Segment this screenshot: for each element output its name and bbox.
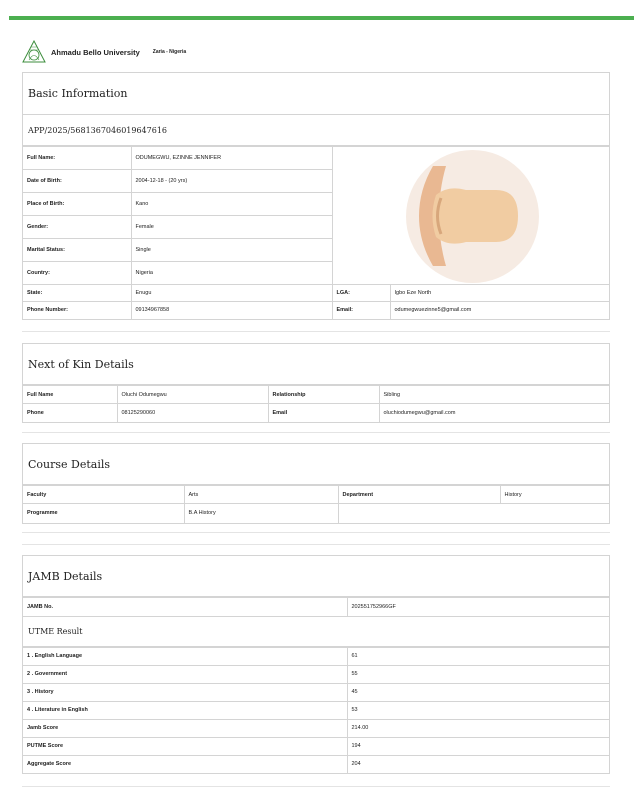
state-label: State:	[23, 285, 131, 302]
email-value: odumegwuezinne5@gmail.com	[390, 302, 609, 319]
next-of-kin-table	[23, 385, 609, 422]
jamb-details-title: JAMB Details	[23, 556, 609, 597]
jamb-number-table	[23, 597, 609, 616]
putme-score-value: 194	[347, 737, 609, 755]
kin-phone-value: 08125290060	[117, 404, 268, 422]
table-row	[23, 683, 609, 701]
subject-score: 61	[347, 647, 609, 665]
subject-score: 55	[347, 665, 609, 683]
utme-result-title: UTME Result	[23, 616, 609, 647]
lga-label: LGA:	[332, 285, 390, 302]
course-details-title: Course Details	[23, 444, 609, 485]
kin-full-name-value: Oluchi Odumegwu	[117, 386, 268, 404]
section-divider	[22, 331, 610, 332]
phone-label: Phone Number:	[23, 302, 131, 319]
empty-cell	[338, 504, 609, 523]
faculty-value: Arts	[184, 486, 338, 504]
table-row	[23, 701, 609, 719]
university-name: Ahmadu Bello University	[51, 47, 140, 57]
putme-score-label: PUTME Score	[23, 737, 347, 755]
subject-label: 2 . Government	[23, 665, 347, 683]
state-value: Enugu	[131, 285, 332, 302]
next-of-kin-title: Next of Kin Details	[23, 344, 609, 385]
table-row	[23, 147, 609, 170]
country-label: Country:	[23, 262, 131, 285]
kin-email-label: Email	[268, 404, 379, 422]
university-crest-icon	[22, 40, 46, 64]
kin-phone-label: Phone	[23, 404, 117, 422]
dob-label: Date of Birth:	[23, 170, 131, 193]
marital-status-label: Marital Status:	[23, 239, 131, 262]
top-accent-bar	[9, 16, 634, 20]
section-divider	[22, 532, 610, 533]
basic-info-table	[23, 146, 609, 319]
jamb-score-label: Jamb Score	[23, 719, 347, 737]
section-divider	[22, 432, 610, 433]
faculty-label: Faculty	[23, 486, 184, 504]
phone-value: 09134967858	[131, 302, 332, 319]
subject-score: 45	[347, 683, 609, 701]
table-row	[23, 598, 609, 616]
department-label: Department	[338, 486, 500, 504]
aggregate-score-value: 204	[347, 755, 609, 773]
photo-cell	[332, 147, 609, 285]
table-row	[23, 647, 609, 665]
utme-result-table	[23, 647, 609, 774]
course-details-card	[22, 443, 610, 524]
subject-score: 53	[347, 701, 609, 719]
dob-value: 2004-12-18 - (20 yrs)	[131, 170, 332, 193]
marital-status-value: Single	[131, 239, 332, 262]
full-name-value: ODUMEGWU, EZINNE JENNIFER	[131, 147, 332, 170]
jamb-no-label: JAMB No.	[23, 598, 347, 616]
department-value: History	[500, 486, 609, 504]
table-row	[23, 486, 609, 504]
subject-label: 3 . History	[23, 683, 347, 701]
passport-photo-placeholder	[406, 150, 539, 283]
table-row	[23, 302, 609, 319]
page-header	[22, 40, 186, 64]
jamb-score-value: 214.00	[347, 719, 609, 737]
gender-value: Female	[131, 216, 332, 239]
table-row	[23, 755, 609, 773]
section-divider	[22, 786, 610, 787]
jamb-details-card	[22, 555, 610, 774]
subject-label: 1 . English Language	[23, 647, 347, 665]
university-location: Zaria - Nigeria	[152, 49, 187, 55]
basic-information-title: Basic Information	[23, 73, 609, 115]
table-row	[23, 285, 609, 302]
gender-label: Gender:	[23, 216, 131, 239]
full-name-label: Full Name:	[23, 147, 131, 170]
programme-label: Programme	[23, 504, 184, 523]
country-value: Nigeria	[131, 262, 332, 285]
table-row	[23, 386, 609, 404]
table-row	[23, 665, 609, 683]
next-of-kin-card	[22, 343, 610, 423]
table-row	[23, 737, 609, 755]
kin-email-value: oluchiodumegwu@gmail.com	[379, 404, 609, 422]
table-row	[23, 504, 609, 523]
place-of-birth-value: Kano	[131, 193, 332, 216]
kin-relationship-label: Relationship	[268, 386, 379, 404]
lga-value: Igbo Eze North	[390, 285, 609, 302]
place-of-birth-label: Place of Birth:	[23, 193, 131, 216]
kin-relationship-value: Sibling	[379, 386, 609, 404]
kin-full-name-label: Full Name	[23, 386, 117, 404]
basic-information-card	[22, 72, 610, 320]
subject-label: 4 . Literature in English	[23, 701, 347, 719]
aggregate-score-label: Aggregate Score	[23, 755, 347, 773]
table-row	[23, 719, 609, 737]
table-row	[23, 404, 609, 422]
jamb-no-value: 202551752966GF	[347, 598, 609, 616]
course-details-table	[23, 485, 609, 523]
section-divider	[22, 544, 610, 545]
application-number: APP/2025/568136704601964761​6	[23, 115, 609, 146]
email-label: Email:	[332, 302, 390, 319]
programme-value: B.A History	[184, 504, 338, 523]
